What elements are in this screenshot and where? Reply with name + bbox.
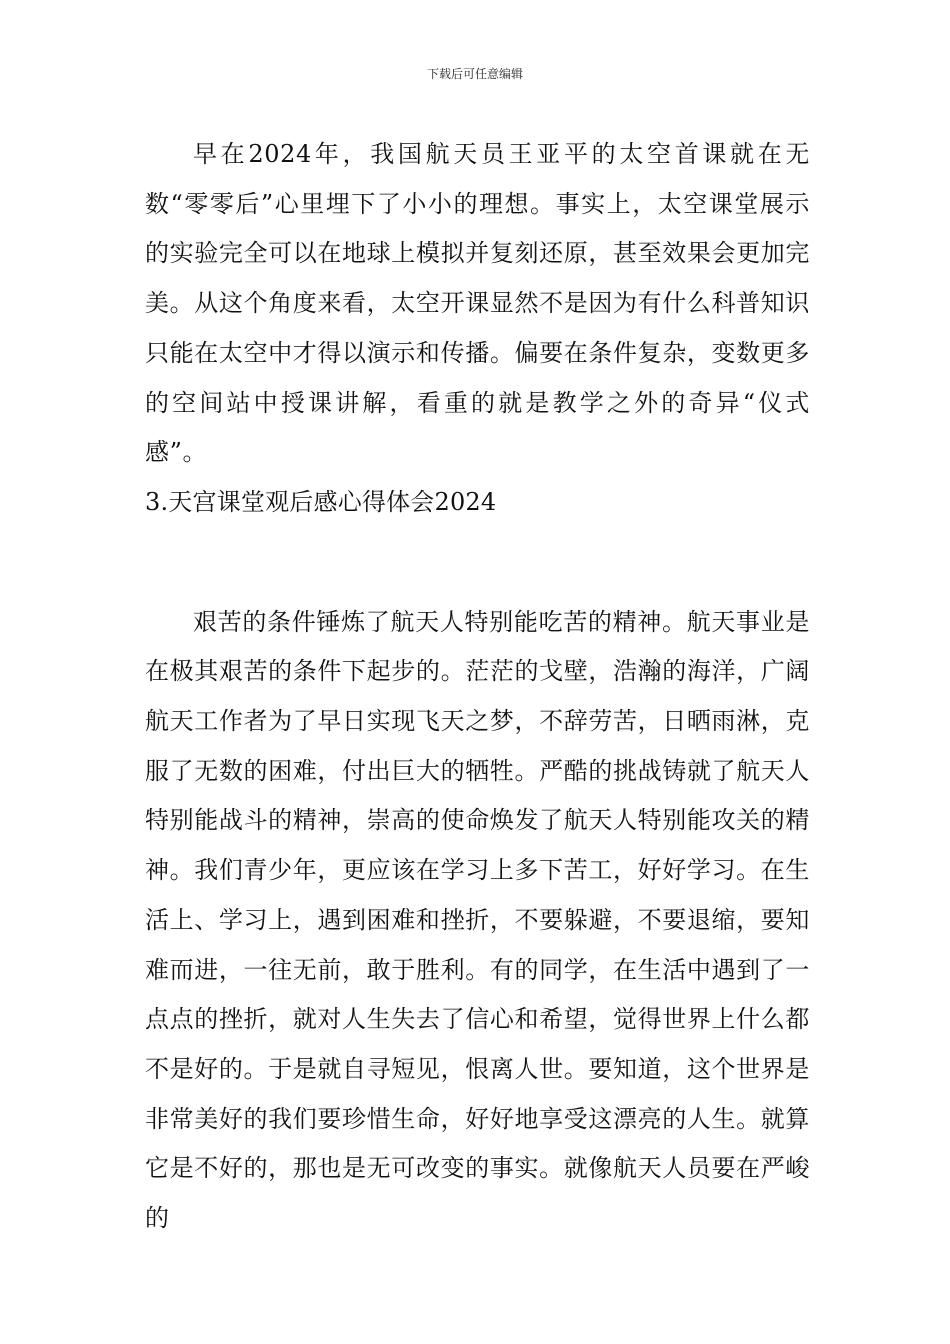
body-paragraph-2: 艰苦的条件锤炼了航天人特别能吃苦的精神。航天事业是在极其艰苦的条件下起步的。茫茫的戈壁，浩瀚的海洋，广阔航天工作者为了早日实现飞天之梦，不辞劳苦，日晒雨淋，克服了无数的困难，付出巨大的牺牲。严酷的挑战铸就了航天人特别能战斗的精神，崇高的使命焕发了航天人特别能攻关的精神。我们青少年，更应该在学习上多下苦工，好好学习。在生活上、学习上，遇到困难和挫折，不要躲避，不要退缩，要知难而进，一往无前，敢于胜利。有的同学，在生活中遇到了一点点的挫折，就对人生失去了信心和希望，觉得世界上什么都不是好的。于是就自寻短见，恨离人世。要知道，这个世界是非常美好的我们要珍惜生命，好好地享受这漂亮的人生。就算它是不好的，那也是无可改变的事实。就像航天人员要在严峻的 xyxy=(145,607,810,1233)
document-body xyxy=(145,130,810,1244)
page-header-note: 下载后可任意编辑 xyxy=(426,67,523,81)
paragraph-spacer xyxy=(145,528,810,598)
body-paragraph-1: 早在2024年，我国航天员王亚平的太空首课就在无数“零零后”心里埋下了小小的理想。事实上，太空课堂展示的实验完全可以在地球上模拟并复刻还原，甚至效果会更加完美。从这个角度来看，太空开课显然不是因为有什么科普知识只能在太空中才得以演示和传播。偏要在条件复杂，变数更多的空间站中授课讲解，看重的就是教学之外的奇异“仪式感”。 xyxy=(145,140,810,467)
section-heading: 3.天宫课堂观后感心得体会2024 xyxy=(145,487,497,516)
